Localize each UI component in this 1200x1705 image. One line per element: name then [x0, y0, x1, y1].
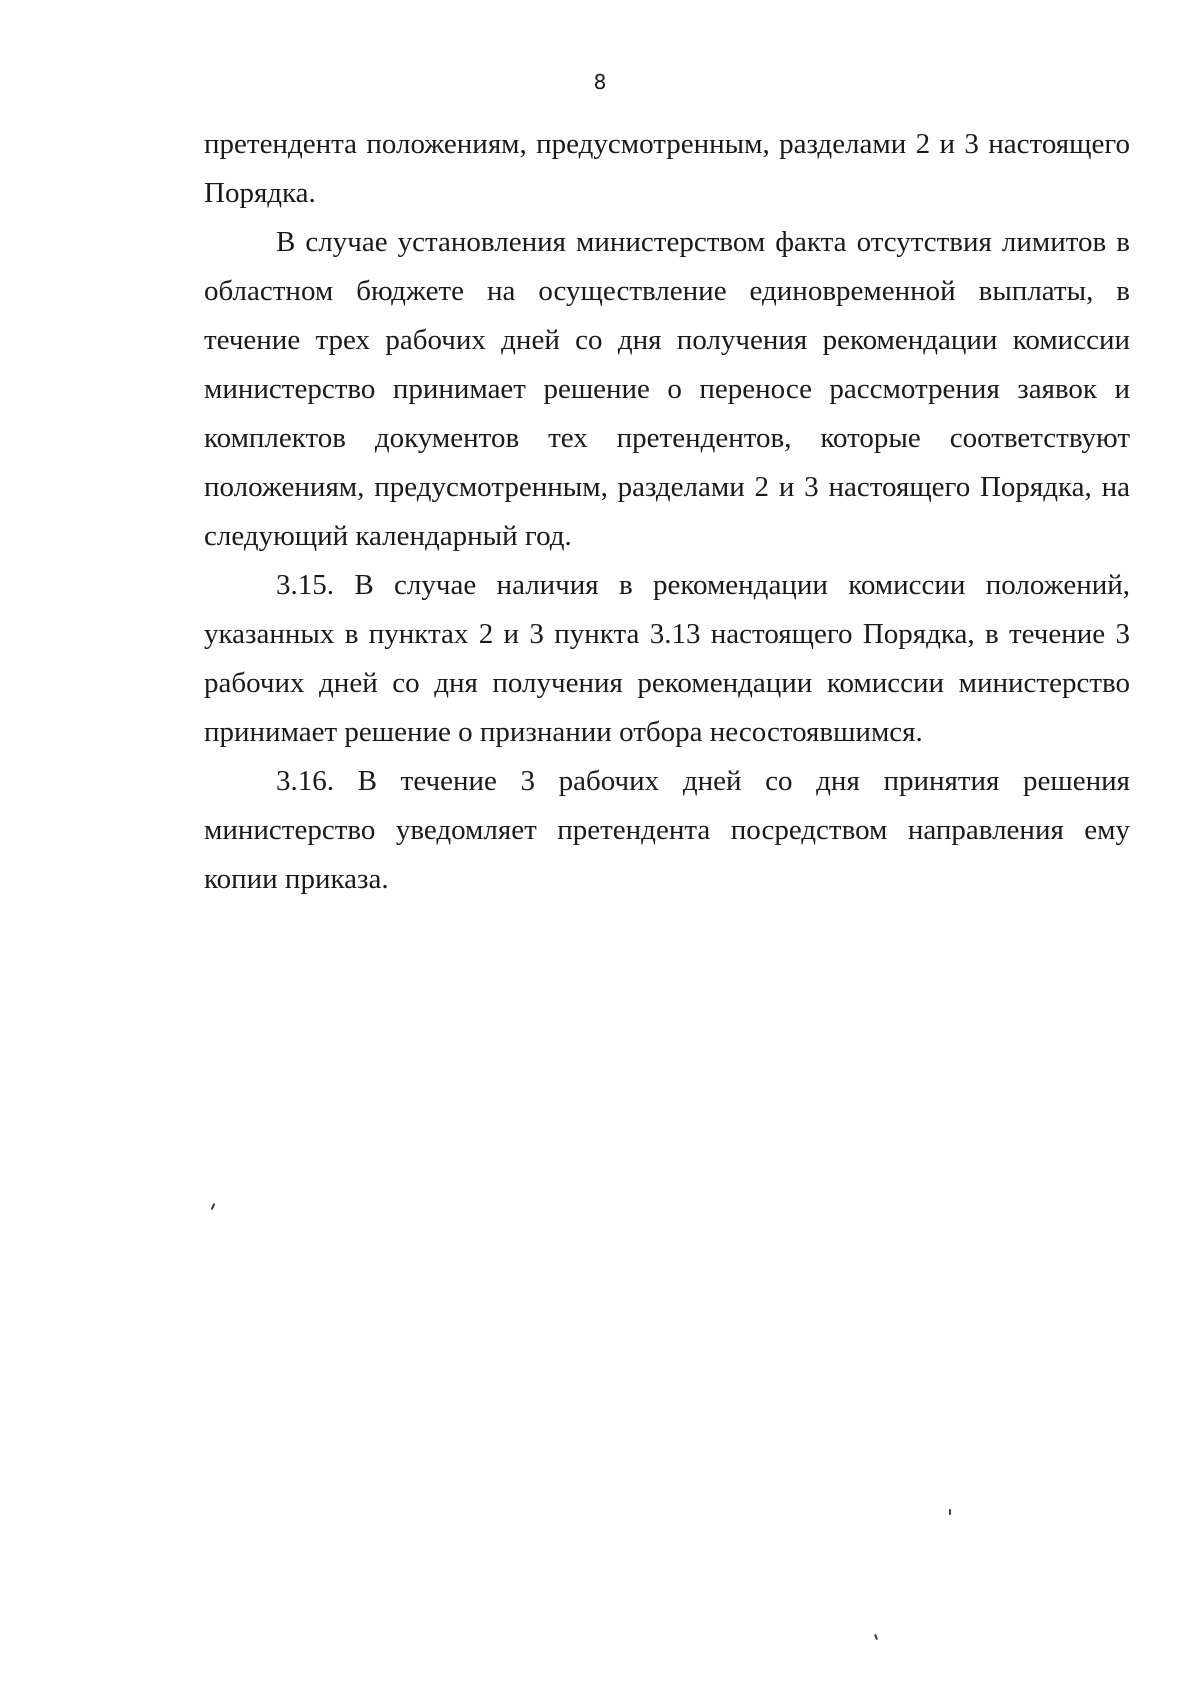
- document-body: [204, 120, 1130, 904]
- page-number: 8: [593, 70, 607, 94]
- paragraph-budget-limits: В случае установления министерством факта отсутствия лимитов в областном бюджете на осуществление единовременной выплаты, в течение трех рабочих дней со дня получения рекомендации комиссии министерство принимает решение о переносе рассмотрения заявок и комплектов документов тех претендентов, которые соответствуют положениям, предусмотренным, разделами 2 и 3 настоящего Порядка, на следующий календарный год.: [204, 226, 1130, 552]
- paragraph-3-15: 3.15. В случае наличия в рекомендации комиссии положений, указанных в пунктах 2 и 3 пункта 3.13 настоящего Порядка, в течение 3 рабочих дней со дня получения рекомендации комиссии министерство принимает решение о признании отбора несостоявшимся.: [204, 569, 1130, 748]
- scan-speck: [874, 1634, 878, 1640]
- scan-speck: [949, 1509, 951, 1515]
- paragraph-continuation: претендента положениям, предусмотренным, разделами 2 и 3 настоящего Порядка.: [204, 128, 1130, 209]
- paragraph-3-16: 3.16. В течение 3 рабочих дней со дня принятия решения министерство уведомляет претендента посредством направления ему копии приказа.: [204, 765, 1130, 895]
- scan-speck: [211, 1203, 216, 1210]
